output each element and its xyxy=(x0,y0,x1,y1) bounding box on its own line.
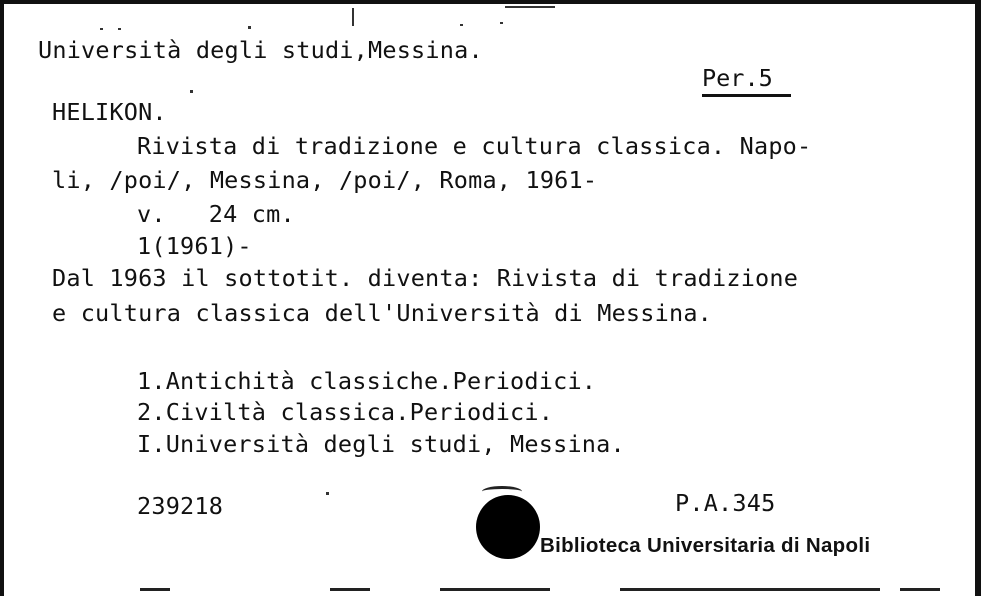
speck xyxy=(248,26,251,29)
accession-number: 239218 xyxy=(137,492,224,520)
entry-line-title: Rivista di tradizione e cultura classica. Napo- xyxy=(137,132,812,160)
bottom-dash xyxy=(140,588,170,591)
entry-line-note-2: e cultura classica dell'Università di Messina. xyxy=(52,299,713,327)
location-code: P.A.345 xyxy=(675,489,776,517)
bottom-dash xyxy=(440,588,550,591)
bottom-dash xyxy=(330,588,370,591)
entry-line-holdings: 1(1961)- xyxy=(137,232,252,260)
card-border-top xyxy=(0,0,981,4)
library-stamp-icon xyxy=(476,495,540,559)
speck xyxy=(505,6,555,8)
entry-heading: HELIKON. xyxy=(52,98,167,126)
shelfmark-underline xyxy=(702,94,791,97)
entry-line-imprint: li, /poi/, Messina, /poi/, Roma, 1961- xyxy=(52,166,598,194)
speck xyxy=(326,492,329,495)
entry-line-note-1: Dal 1963 il sottotit. diventa: Rivista di tradizione xyxy=(52,264,799,292)
library-stamp-label: Biblioteca Universitaria di Napoli xyxy=(540,534,871,557)
entry-line-collation: v. 24 cm. xyxy=(137,200,295,228)
speck xyxy=(118,28,121,30)
subject-entry-2: 2.Civiltà classica.Periodici. xyxy=(137,398,554,426)
speck xyxy=(500,22,503,24)
speck xyxy=(352,8,354,26)
shelfmark: Per.5 xyxy=(702,64,773,92)
speck xyxy=(460,24,463,26)
subject-entry-1: 1.Antichità classiche.Periodici. xyxy=(137,367,597,395)
bottom-dash xyxy=(620,588,880,591)
card-border-right xyxy=(975,0,981,596)
speck xyxy=(190,90,193,93)
institution-header: Università degli studi,Messina. xyxy=(38,36,483,64)
added-entry-1: I.Università degli studi, Messina. xyxy=(137,430,625,458)
bottom-dash xyxy=(900,588,940,591)
speck xyxy=(100,28,103,30)
card-border-left xyxy=(0,0,4,596)
